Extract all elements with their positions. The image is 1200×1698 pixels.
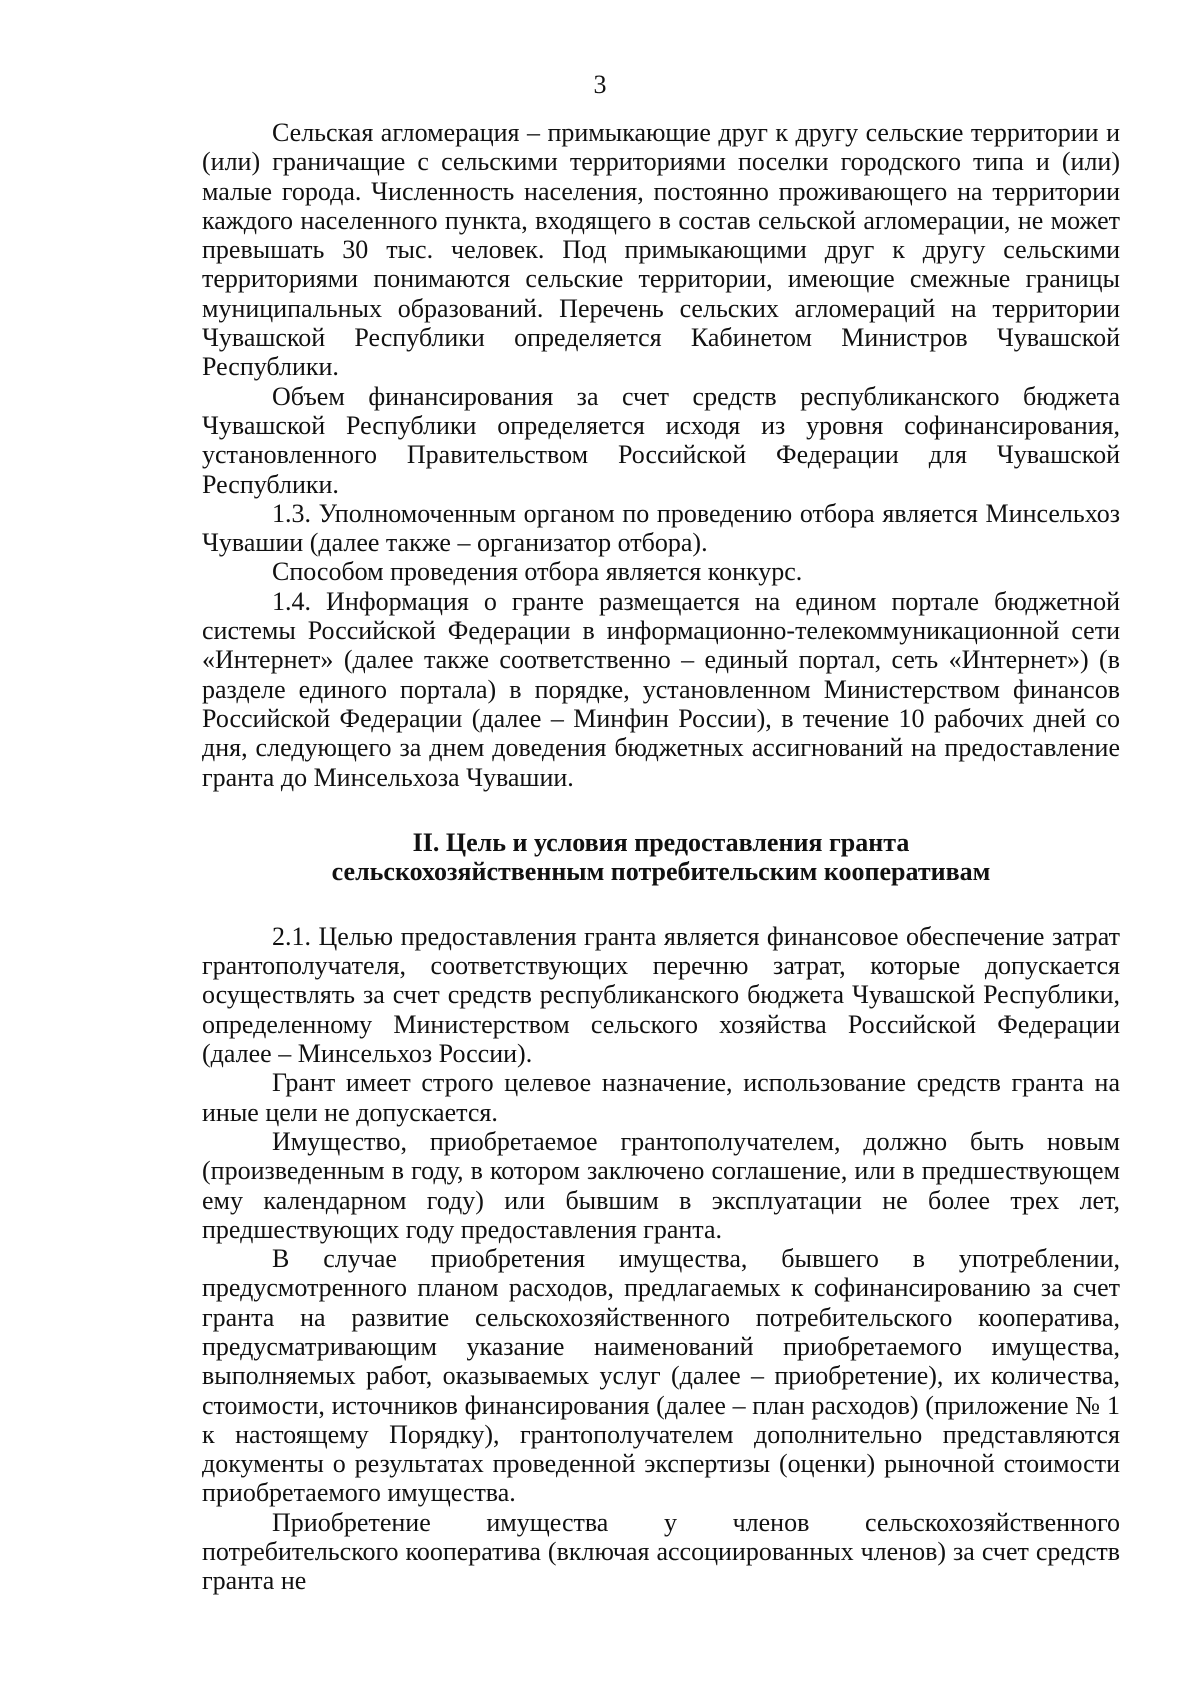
paragraph-target-purpose: Грант имеет строго целевое назначение, использование средств гранта на иные цели не допускается. (202, 1068, 1120, 1127)
paragraph-agglomeration: Сельская агломерация – примыкающие друг к другу сельские территории и (или) граничащие с сельскими территориями поселки городского типа и (или) малые города. Численность населения, постоянно проживающего на территории каждого населенного пункта, входящего в состав сельской агломерации, не может превышать 30 тыс. человек. Под примыкающими друг к другу сельскими территориями понимаются сельские территории, имеющие смежные границы муниципальных образований. Перечень сельских агломераций на территории Чувашской Республики определяется Кабинетом Министров Чувашской Республики. (202, 118, 1120, 382)
paragraph-members-purchase: Приобретение имущества у членов сельскохозяйственного потребительского кооператива (включая ассоциированных членов) за счет средств гранта не (202, 1507, 1120, 1596)
paragraph-used-property: В случае приобретения имущества, бывшего в употреблении, предусмотренного планом расходов, предлагаемых к софинансированию за счет гранта на развитие сельскохозяйственного потребительского кооператива, предусматривающим указание наименований приобретаемого имущества, выполняемых работ, оказываемых услуг (далее – приобретение), их количества, стоимости, источников финансирования (далее – план расходов) (приложение № 1 к настоящему Порядку), грантополучателем дополнительно представляются документы о результатах проведенной экспертизы (оценки) рыночной стоимости приобретаемого имущества. (202, 1244, 1120, 1508)
document-body (202, 118, 1120, 1596)
paragraph-1-3: 1.3. Уполномоченным органом по проведению отбора является Минсельхоз Чувашии (далее также – организатор отбора). (202, 498, 1120, 558)
section-heading-line-1: II. Цель и условия предоставления гранта (412, 827, 910, 857)
paragraph-1-4: 1.4. Информация о гранте размещается на едином портале бюджетной системы Российской Федерации в информационно-телекоммуникационной сети «Интернет» (далее также соответственно – единый портал, сеть «Интернет») (в разделе единого портала) в порядке, установленном Министерством финансов Российской Федерации (далее – Минфин России), в течение 10 рабочих дней со дня, следующего за днем доведения бюджетных ассигнований на предоставление гранта до Минсельхоза Чувашии. (202, 586, 1120, 792)
section-heading-line-2: сельскохозяйственным потребительским кооперативам (331, 856, 991, 886)
paragraph-financing-volume: Объем финансирования за счет средств республиканского бюджета Чувашской Республики определяется исходя из уровня софинансирования, установленного Правительством Российской Федерации для Чувашской Республики. (202, 381, 1120, 499)
paragraph-selection-method: Способом проведения отбора является конкурс. (272, 557, 803, 587)
paragraph-2-1: 2.1. Целью предоставления гранта является финансовое обеспечение затрат грантополучателя, соответствующих перечню затрат, которые допускается осуществлять за счет средств республиканского бюджета Чувашской Республики, определенному Министерством сельского хозяйства Российской Федерации (далее – Минсельхоз России). (202, 921, 1120, 1069)
page-number: 3 (593, 70, 607, 99)
section-heading (202, 828, 1120, 886)
paragraph-property-new: Имущество, приобретаемое грантополучателем, должно быть новым (произведенным в году, в котором заключено соглашение, или в предшествующем ему календарном году) или бывшим в эксплуатации не более трех лет, предшествующих году предоставления гранта. (202, 1126, 1120, 1244)
